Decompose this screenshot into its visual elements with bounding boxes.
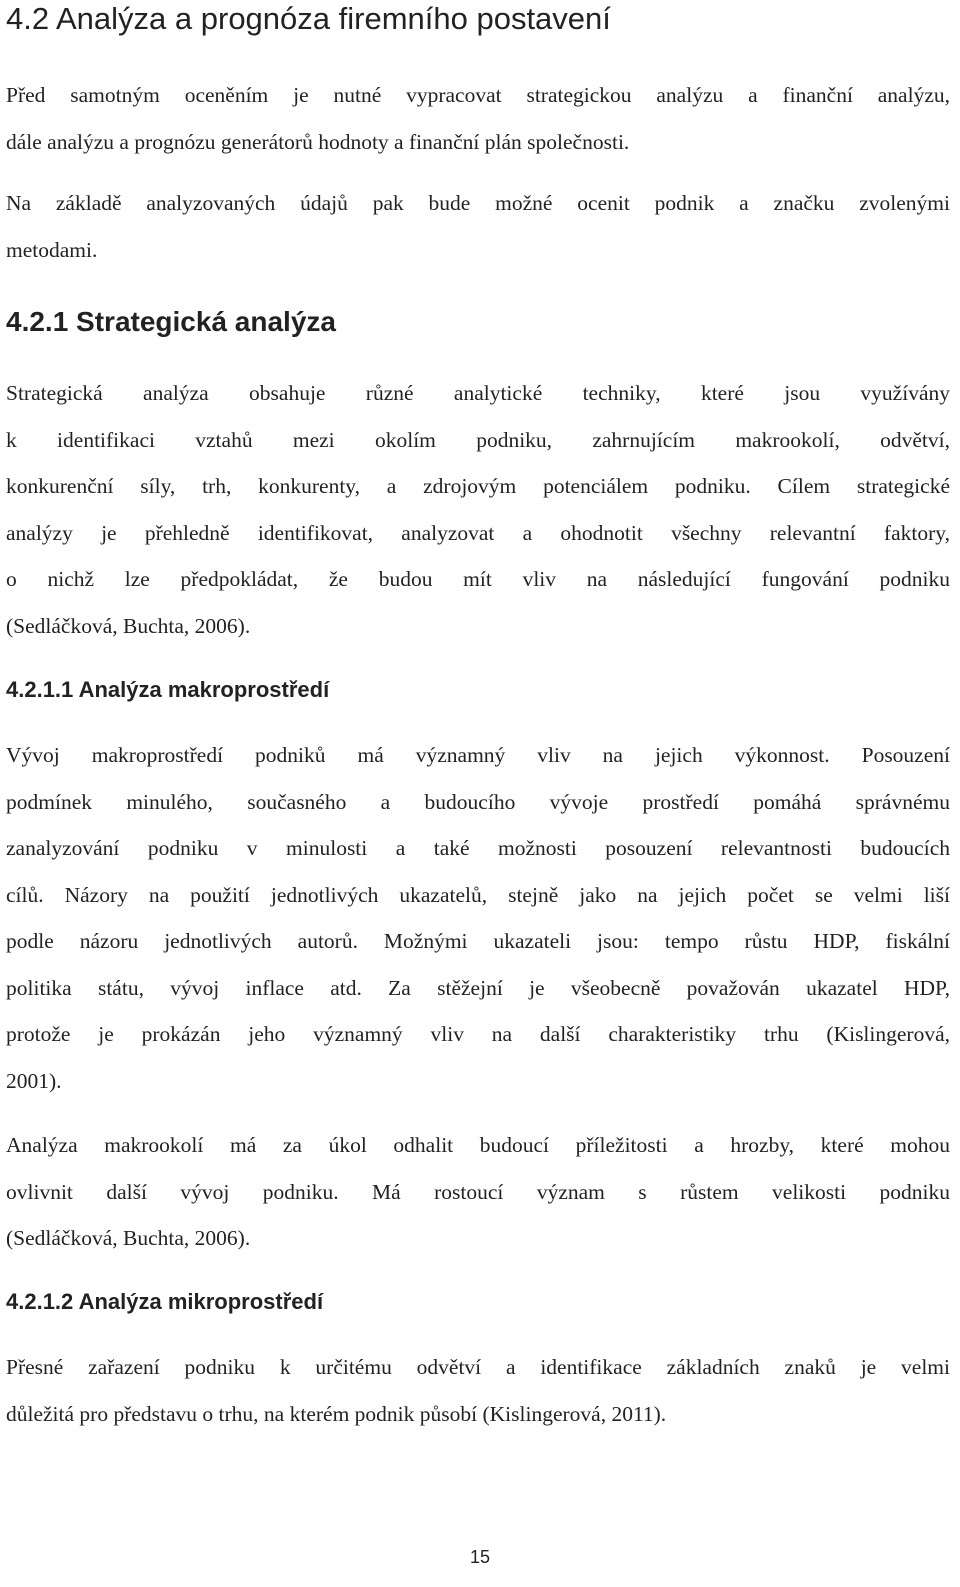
text-line: ovlivnit další vývoj podniku. Má rostoucí význam s růstem velikosti podniku xyxy=(6,1179,950,1204)
text-line: analýzy je přehledně identifikovat, analyzovat a ohodnotit všechny relevantní faktory, xyxy=(6,520,950,545)
text-line: politika státu, vývoj inflace atd. Za stěžejní je všeobecně považován ukazatel HDP, xyxy=(6,975,950,1000)
text-line: Na základě analyzovaných údajů pak bude možné ocenit podnik a značku zvolenými xyxy=(6,191,950,215)
macro-environment-paragraph-2 xyxy=(6,1122,950,1262)
intro-paragraph-1 xyxy=(6,72,950,165)
text-line: protože je prokázán jeho významný vliv na další charakteristiky trhu (Kislingerová, xyxy=(6,1022,950,1046)
heading-micro-environment: 4.2.1.2 Analýza mikroprostředí xyxy=(6,1289,324,1314)
text-line: konkurenční síly, trh, konkurenty, a zdrojovým potenciálem podniku. Cílem strategické xyxy=(6,474,950,498)
text-line: Vývoj makroprostředí podniků má významný vliv na jejich výkonnost. Posouzení xyxy=(6,743,950,767)
text-line: (Sedláčková, Buchta, 2006). xyxy=(6,613,251,638)
text-line: podle názoru jednotlivých autorů. Možnými ukazateli jsou: tempo růstu HDP, fiskální xyxy=(6,929,950,953)
text-line: Strategická analýza obsahuje různé analytické techniky, které jsou využívány xyxy=(6,381,950,405)
heading-main: 4.2 Analýza a prognóza firemního postavení xyxy=(6,1,611,36)
text-line: cílů. Názory na použití jednotlivých ukazatelů, stejně jako na jejich počet se velmi liší xyxy=(6,882,950,907)
text-line: Před samotným oceněním je nutné vypracovat strategickou analýzu a finanční analýzu, xyxy=(6,83,950,107)
text-line: zanalyzování podniku v minulosti a také možnosti posouzení relevantnosti budoucích xyxy=(6,836,950,860)
text-line: Analýza makrookolí má za úkol odhalit budoucí příležitosti a hrozby, které mohou xyxy=(6,1133,950,1157)
text-line: důležitá pro představu o trhu, na kterém podnik působí (Kislingerová, 2011). xyxy=(6,1401,667,1426)
text-line: podmínek minulého, současného a budoucího vývoje prostředí pomáhá správnému xyxy=(6,789,950,814)
strategic-analysis-paragraph xyxy=(6,370,950,649)
text-line: 2001). xyxy=(6,1068,62,1093)
heading-strategic-analysis: 4.2.1 Strategická analýza xyxy=(6,306,336,337)
text-line: metodami. xyxy=(6,237,98,262)
micro-environment-paragraph xyxy=(6,1344,950,1437)
intro-paragraph-2 xyxy=(6,180,950,273)
heading-macro-environment: 4.2.1.1 Analýza makroprostředí xyxy=(6,677,330,702)
text-line: Přesné zařazení podniku k určitému odvětví a identifikace základních znaků je velmi xyxy=(6,1355,950,1379)
text-line: dále analýzu a prognózu generátorů hodnoty a finanční plán společnosti. xyxy=(6,129,630,154)
macro-environment-paragraph-1 xyxy=(6,732,950,1104)
text-line: (Sedláčková, Buchta, 2006). xyxy=(6,1226,251,1250)
text-line: o nichž lze předpokládat, že budou mít vliv na následující fungování podniku xyxy=(6,567,950,591)
page-number: 15 xyxy=(469,1547,491,1567)
text-line: k identifikaci vztahů mezi okolím podniku, zahrnujícím makrookolí, odvětví, xyxy=(6,427,950,452)
